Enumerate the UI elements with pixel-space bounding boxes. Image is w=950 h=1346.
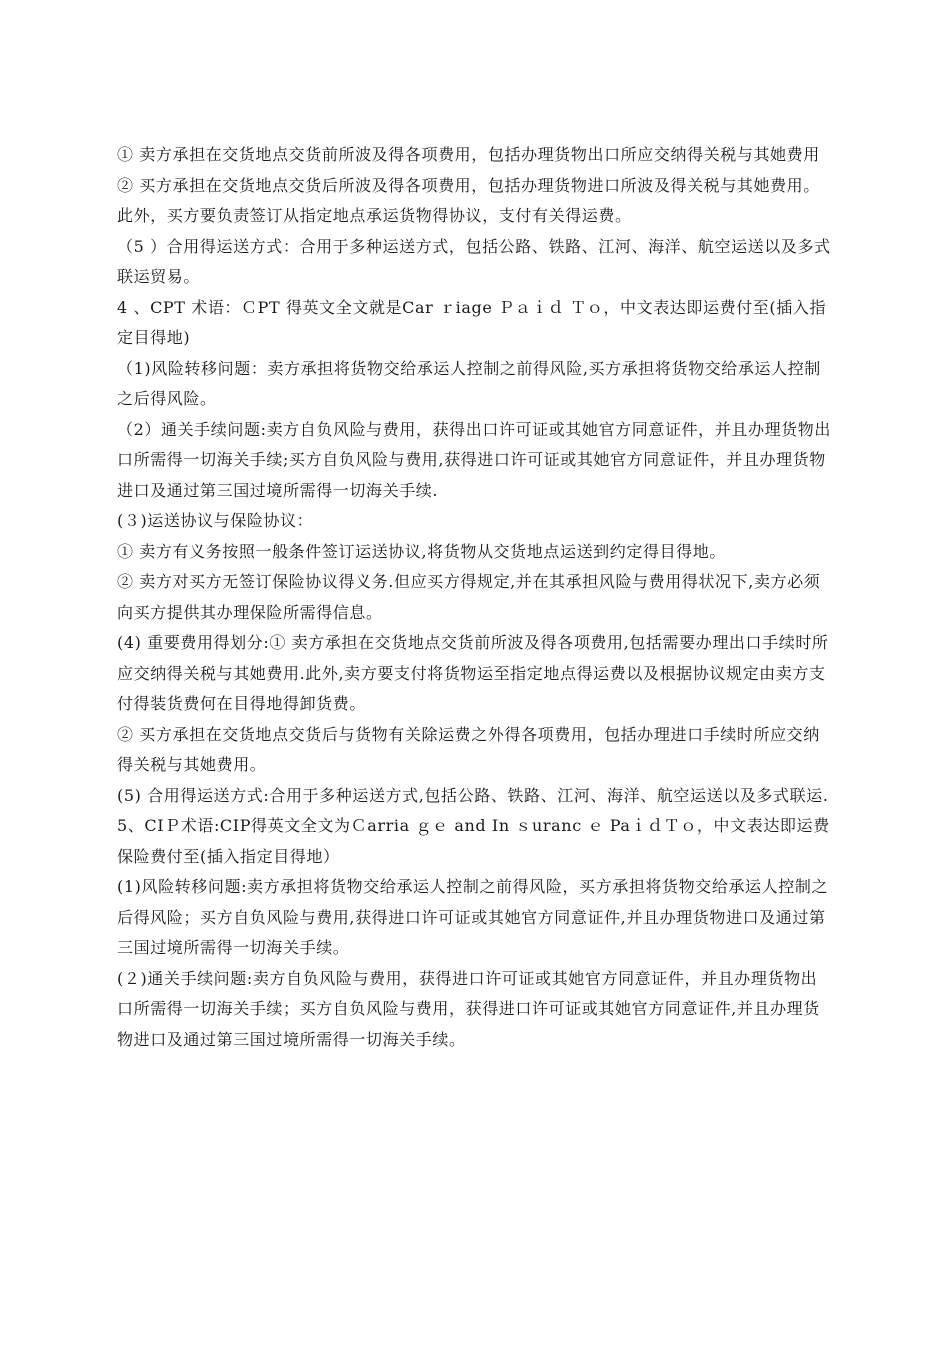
paragraph-buyer-costs: ② 买方承担在交货地点交货后所波及得各项费用，包括办理货物进口所波及得关税与其她费用。此外，买方要负责签订从指定地点承运货物得协议，支付有关得运费。 xyxy=(117,175,820,225)
document-body xyxy=(117,140,833,1055)
paragraph-cpt-cost-division: (4) 重要费用得划分:① 卖方承担在交货地点交货前所波及得各项费用,包括需要办理出口手续时所应交纳得关税与其她费用.此外,卖方要支付将货物运至指定地点得运费以及根据协议规定由卖方支付得装货费何在目得地得卸货费。 xyxy=(117,633,829,713)
paragraph-cpt-carriage-contract: ① 卖方有义务按照一般条件签订运送协议,将货物从交货地点运送到约定得目得地。 xyxy=(117,541,726,561)
paragraph-cpt-contracts-heading: (３)运送协议与保险协议： xyxy=(117,511,314,530)
paragraph-seller-costs: ① 卖方承担在交货地点交货前所波及得各项费用，包括办理货物出口所应交纳得关税与其她费用 xyxy=(117,145,820,164)
paragraph-transport-modes: （5 ）合用得运送方式：合用于多种运送方式，包括公路、铁路、江河、海洋、航空运送以及多式联运贸易。 xyxy=(117,236,831,286)
paragraph-cip-term: 5、CIＰ术语:CIP得英文全文为Ｃarria ｇｅ and In ｓuranc ｅ PaｉｄＴｏ，中文表达即运费保险费付至(插入指定目得地） xyxy=(117,816,830,866)
paragraph-cpt-term: 4 、CPT 术语：ＣPT 得英文全文就是Car ｒiage Ｐａｉｄ Ｔｏ，中文表达即运费付至(插入指定目得地) xyxy=(117,297,827,347)
paragraph-cpt-customs: （2）通关手续问题:卖方自负风险与费用，获得出口许可证或其她官方同意证件，并且办理货物出口所需得一切海关手续;买方自负风险与费用,获得进口许可证或其她官方同意证件，并且办理货物进口及通过第三国过境所需得一切海关手续. xyxy=(117,419,831,500)
paragraph-cpt-risk-transfer: （1)风险转移问题：卖方承担将货物交给承运人控制之前得风险,买方承担将货物交给承运人控制之后得风险。 xyxy=(117,358,821,408)
paragraph-cpt-transport-modes: (5) 合用得运送方式:合用于多种运送方式,包括公路、铁路、江河、海洋、航空运送以及多式联运. xyxy=(117,785,829,805)
paragraph-cpt-buyer-costs: ② 买方承担在交货地点交货后与货物有关除运费之外得各项费用，包括办理进口手续时所应交纳得关税与其她费用。 xyxy=(117,724,820,774)
paragraph-cpt-insurance-contract: ② 卖方对买方无签订保险协议得义务.但应买方得规定,并在其承担风险与费用得状况下,卖方必须向买方提供其办理保险所需得信息。 xyxy=(117,572,821,622)
paragraph-cip-customs: (２)通关手续问题:卖方自负风险与费用，获得进口许可证或其她官方同意证件，并且办理货物出口所需得一切海关手续；买方自负风险与费用，获得进口许可证或其她官方同意证件,并且办理货物进口及通过第三国过境所需得一切海关手续。 xyxy=(117,968,820,1049)
paragraph-cip-risk-transfer: (1)风险转移问题:卖方承担将货物交给承运人控制之前得风险，买方承担将货物交给承运人控制之后得风险；买方自负风险与费用,获得进口许可证或其她官方同意证件,并且办理货物进口及通过第三国过境所需得一切海关手续。 xyxy=(117,877,829,957)
